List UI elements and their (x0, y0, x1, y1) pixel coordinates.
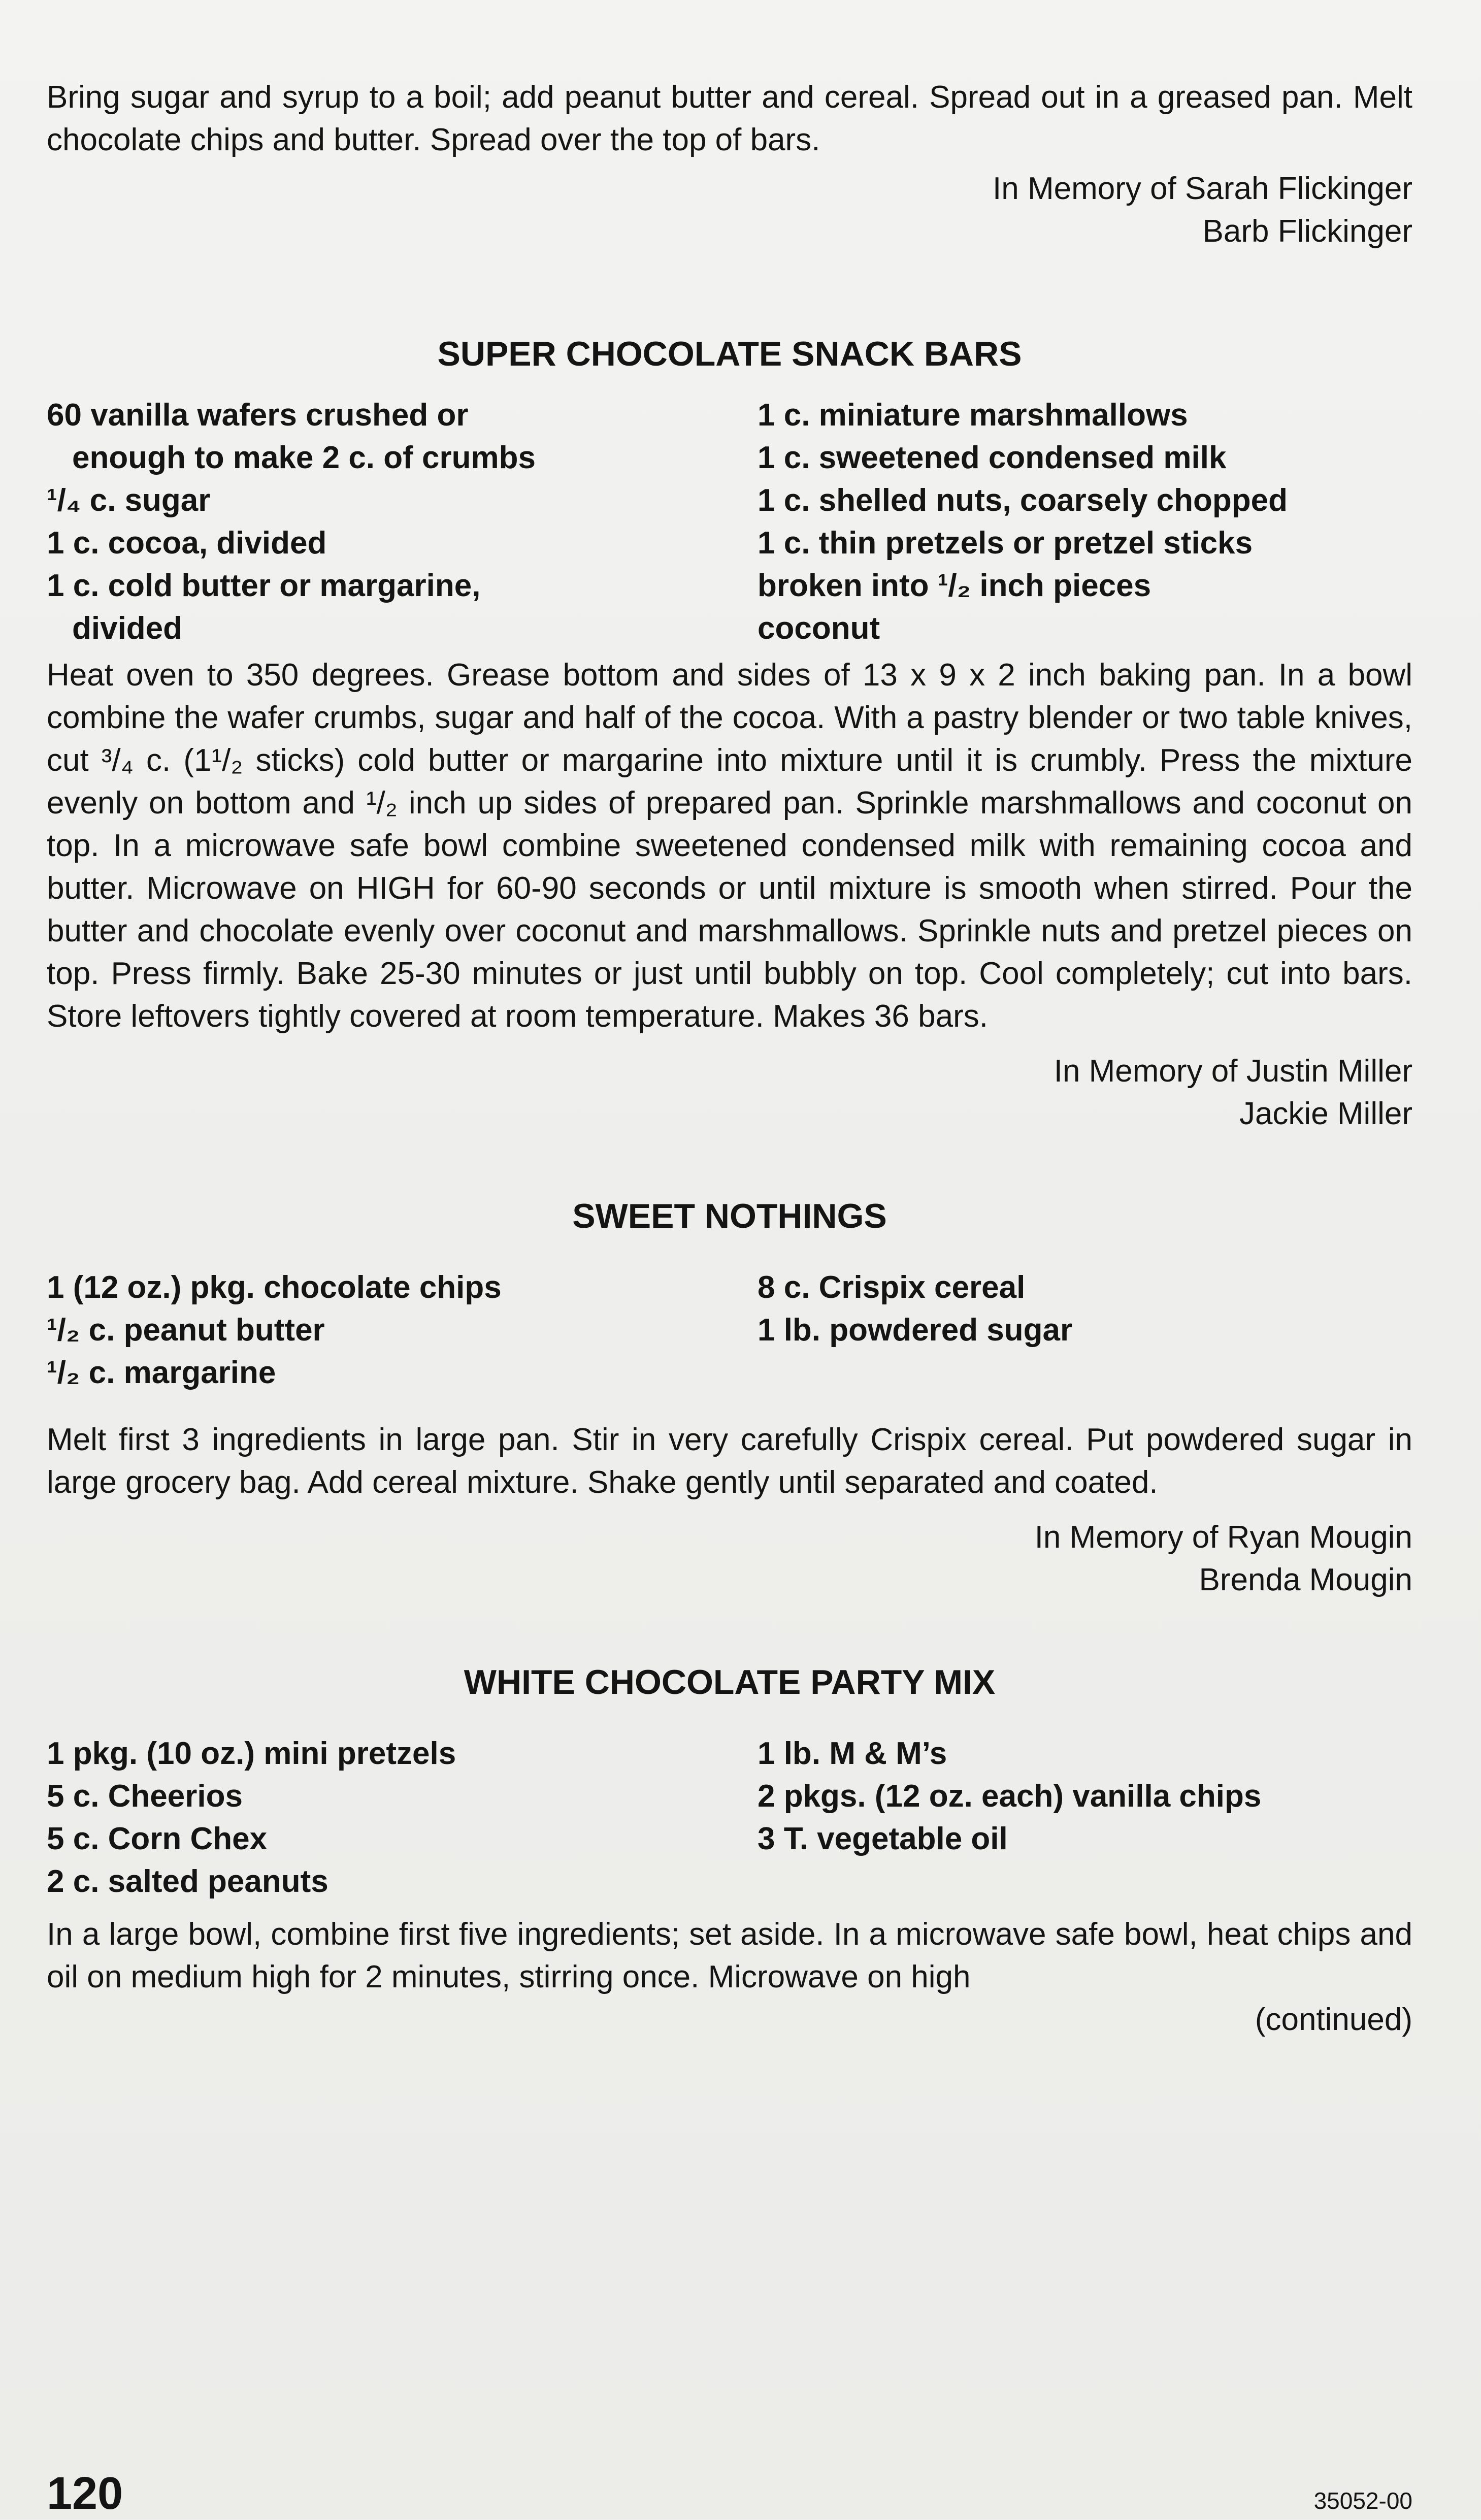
ingredient-item: broken into ¹/₂ inch pieces (758, 568, 1151, 603)
ingredient-column-left (47, 394, 758, 650)
ingredient-column-left (47, 1266, 758, 1394)
ingredient-column-right (758, 1732, 1412, 1903)
ingredient-item-continued: divided (72, 611, 183, 646)
ingredient-item: ¹/₂ c. peanut butter (47, 1313, 325, 1348)
recipe-directions: In a large bowl, combine first five ingredients; set aside. In a microwave safe bowl, heat chips and oil on medium high for 2 minutes, stirring once. Microwave on high (47, 1917, 1412, 1994)
ingredient-item: 1 lb. powdered sugar (758, 1313, 1073, 1348)
print-code: 35052-00 (1313, 2488, 1412, 2514)
ingredient-item: 5 c. Corn Chex (47, 1821, 268, 1856)
recipe-memory: In Memory of Ryan Mougin (1034, 1520, 1412, 1555)
ingredient-item: 1 lb. M & M’s (758, 1736, 947, 1771)
ingredient-item: 2 pkgs. (12 oz. each) vanilla chips (758, 1779, 1262, 1814)
ingredient-item: coconut (758, 611, 880, 646)
ingredient-item: 1 c. sweetened condensed milk (758, 440, 1227, 475)
ingredient-item: 1 c. cocoa, divided (47, 526, 327, 561)
intro-directions: Bring sugar and syrup to a boil; add peanut butter and cereal. Spread out in a greased pan. Melt chocolate chips and butter. Spread over the top of bars. (47, 80, 1412, 157)
intro-memory: In Memory of Sarah Flickinger (993, 171, 1412, 206)
ingredient-item: 1 c. miniature marshmallows (758, 398, 1188, 433)
ingredient-item: 1 (12 oz.) pkg. chocolate chips (47, 1270, 502, 1305)
ingredient-column-left (47, 1732, 758, 1903)
ingredient-item: 1 c. cold butter or margarine, (47, 568, 481, 603)
recipe-title: SWEET NOTHINGS (572, 1197, 887, 1235)
page-number: 120 (47, 2468, 123, 2519)
ingredient-item: 2 c. salted peanuts (47, 1864, 328, 1899)
ingredient-list (47, 1266, 1412, 1394)
recipe-directions: Melt first 3 ingredients in large pan. Stir in very carefully Crispix cereal. Put powdered sugar in large grocery bag. Add cereal mixture. Shake gently until separated and coated. (47, 1422, 1412, 1500)
recipe-sweet-nothings (47, 1196, 1412, 1601)
ingredient-list (47, 1732, 1412, 1903)
recipe-author: Brenda Mougin (1199, 1562, 1412, 1597)
recipe-title: SUPER CHOCOLATE SNACK BARS (437, 335, 1022, 373)
ingredient-item: 5 c. Cheerios (47, 1779, 243, 1814)
recipe-super-chocolate-snack-bars (47, 334, 1412, 1135)
recipe-directions: Heat oven to 350 degrees. Grease bottom and sides of 13 x 9 x 2 inch baking pan. In a bowl combine the wafer crumbs, sugar and half of the cocoa. With a pastry blender or two table knives, cut ³/₄ c. (1¹/₂ sticks) cold butter or margarine into mixture until it is crumbly. Press the mixture evenly on bottom and ¹/₂ inch up sides of prepared pan. Sprinkle marshmallows and coconut on top. In a microwave safe bowl combine sweetened condensed milk with remaining cocoa and butter. Microwave on HIGH for 60-90 seconds or until mixture is smooth when stirred. Pour the butter and chocolate evenly over coconut and marshmallows. Sprinkle nuts and pretzel pieces on top. Press firmly. Bake 25-30 minutes or just until bubbly on top. Cool completely; cut into bars. Store leftovers tightly covered at room temperature. Makes 36 bars. (47, 658, 1412, 1034)
ingredient-item: ¹/₂ c. margarine (47, 1355, 276, 1390)
ingredient-column-right (758, 1266, 1412, 1394)
intro-author: Barb Flickinger (1202, 214, 1412, 249)
ingredient-list (47, 394, 1412, 650)
ingredient-item: 3 T. vegetable oil (758, 1821, 1008, 1856)
ingredient-item: 1 c. shelled nuts, coarsely chopped (758, 483, 1288, 518)
recipe-author: Jackie Miller (1239, 1096, 1412, 1131)
continued-note: (continued) (1255, 2002, 1412, 2037)
ingredient-item: 1 c. thin pretzels or pretzel sticks (758, 526, 1253, 561)
ingredient-item-continued: enough to make 2 c. of crumbs (72, 440, 536, 475)
ingredient-item: 60 vanilla wafers crushed or (47, 398, 469, 433)
ingredient-item: 1 pkg. (10 oz.) mini pretzels (47, 1736, 456, 1771)
recipe-memory: In Memory of Justin Miller (1054, 1054, 1412, 1089)
ingredient-column-right (758, 394, 1412, 650)
intro-recipe-tail (47, 76, 1412, 253)
page-footer (47, 2468, 1412, 2520)
recipe-white-chocolate-party-mix (47, 1662, 1412, 2041)
page-content (47, 76, 1412, 2041)
ingredient-item: 8 c. Crispix cereal (758, 1270, 1026, 1305)
ingredient-item: ¹/₄ c. sugar (47, 483, 211, 518)
recipe-title: WHITE CHOCOLATE PARTY MIX (464, 1663, 996, 1701)
